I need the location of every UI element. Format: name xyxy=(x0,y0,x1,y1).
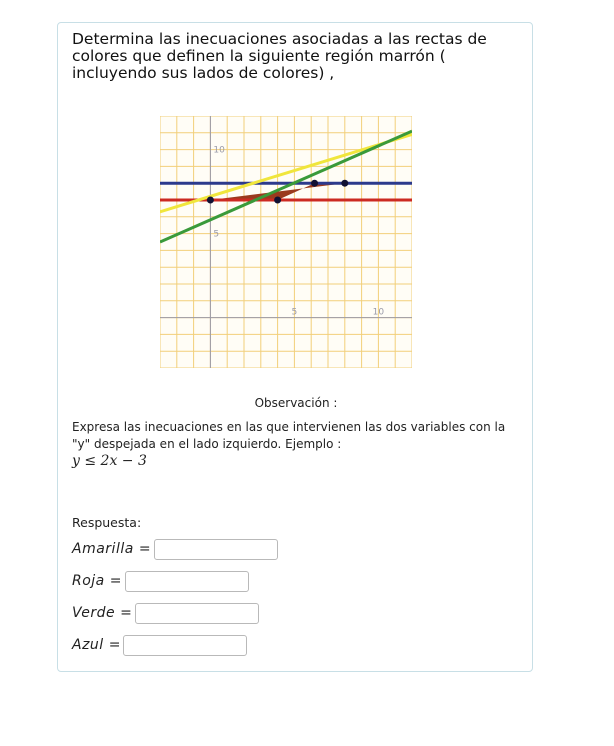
answer-label: Amarilla xyxy=(72,541,134,557)
answer-row-roja xyxy=(72,569,249,593)
answer-title: Respuesta: xyxy=(72,515,142,530)
y-tick-label: 5 xyxy=(213,229,220,240)
explanation-text: Expresa las inecuaciones en las que intervienen las dos variables con la "y" despejada en el lado izquierdo. Ejemplo : xyxy=(72,420,506,451)
answer-row-verde xyxy=(72,601,259,625)
answer-input-verde[interactable] xyxy=(135,603,259,624)
equals-sign: = xyxy=(108,637,121,653)
y-tick-label: 10 xyxy=(213,145,225,156)
vertex-point xyxy=(274,197,281,204)
equals-sign: = xyxy=(120,605,132,621)
equals-sign: = xyxy=(138,541,151,557)
x-tick-label: 5 xyxy=(291,307,298,318)
graph xyxy=(160,116,412,368)
observation-title: Observación : xyxy=(254,396,338,410)
graph-background xyxy=(160,116,412,368)
x-tick-label: 10 xyxy=(372,307,385,318)
equals-sign: = xyxy=(109,573,122,589)
example-inequality: y ≤ 2x − 3 xyxy=(72,453,147,469)
answer-label: Verde xyxy=(72,605,116,621)
answer-input-azul[interactable] xyxy=(123,635,247,656)
answer-row-azul xyxy=(72,633,247,657)
vertex-point xyxy=(341,180,348,187)
answer-input-amarilla[interactable] xyxy=(154,539,278,560)
vertex-point xyxy=(311,180,318,187)
question-text: Determina las inecuaciones asociadas a las rectas de colores que definen la siguiente región marrón ( incluyendo sus lados de colores) , xyxy=(72,30,487,82)
answer-label: Roja xyxy=(72,573,105,589)
answer-row-amarilla xyxy=(72,537,278,561)
answer-input-roja[interactable] xyxy=(125,571,249,592)
exercise-card xyxy=(57,22,533,672)
vertex-point xyxy=(207,197,214,204)
answer-label: Azul xyxy=(72,637,104,653)
